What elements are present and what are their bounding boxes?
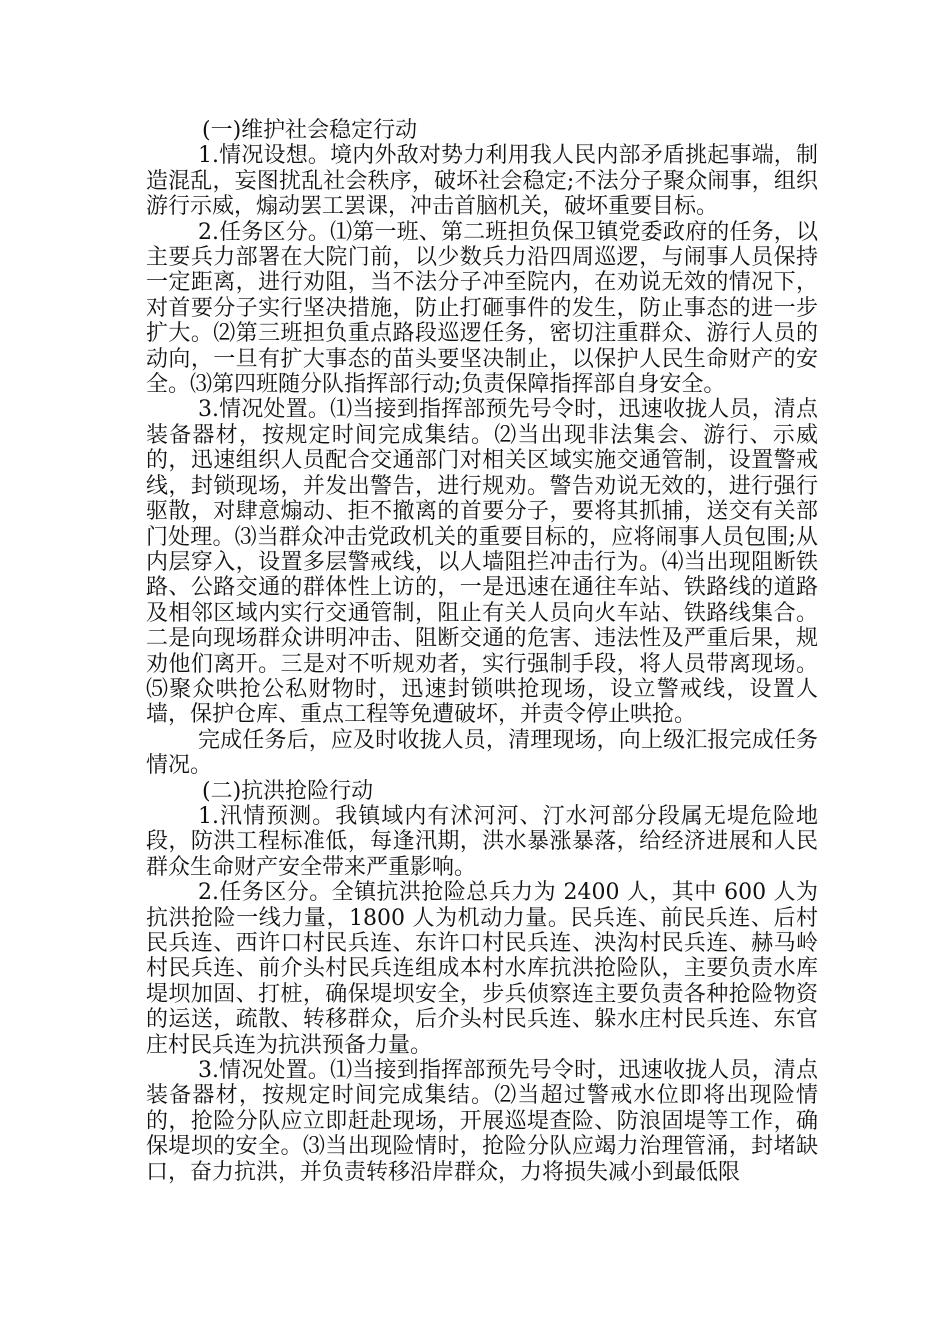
document-page xyxy=(146,118,818,1185)
paragraph-situation-assumption: 1.情况设想。境内外敌对势力利用我人民内部矛盾挑起事端，制造混乱，妄图扰乱社会秩序，破坏社会稳定;不法分子聚众闹事，组织游行示威，煽动罢工罢课，冲击首脑机关，破坏重要目标。 xyxy=(146,143,818,220)
paragraph-flood-task-division: 2.任务区分。全镇抗洪抢险总兵力为 2400 人，其中 600 人为抗洪抢险一线力量，1800 人为机动力量。民兵连、前民兵连、后村民兵连、西许口村民兵连、东许口村民兵连、泱沟村民兵连、赫马岭村民兵连、前介头村民兵连组成本村水库抗洪抢险队，主要负责水库堤坝加固、打桩，确保堤坝安全，步兵侦察连主要负责各种抢险物资的运送，疏散、转移群众，后介头村民兵连、躲水庄村民兵连、东官庄村民兵连为抗洪预备力量。 xyxy=(146,880,818,1058)
section-heading-1: (一)维护社会稳定行动 xyxy=(202,118,418,143)
paragraph-task-division: 2.任务区分。⑴第一班、第二班担负保卫镇党委政府的任务，以主要兵力部署在大院门前，以少数兵力沿四周巡逻，与闹事人员保持一定距离，进行劝阻，当不法分子冲至院内，在劝说无效的情况下，对首要分子实行坚决措施，防止打砸事件的发生，防止事态的进一步扩大。⑵第三班担负重点路段巡逻任务，密切注重群众、游行人员的动向，一旦有扩大事态的苗头要坚决制止，以保护人民生命财产的安全。⑶第四班随分队指挥部行动;负责保障指挥部自身安全。 xyxy=(146,219,818,398)
section-heading-2: (二)抗洪抢险行动 xyxy=(202,778,374,804)
paragraph-situation-handling: 3.情况处置。⑴当接到指挥部预先号令时，迅速收拢人员，清点装备器材，按规定时间完成集结。⑵当出现非法集会、游行、示威的，迅速组织人员配合交通部门对相关区域实施交通管制，设置警戒线，封锁现场，并发出警告，进行规劝。警告劝说无效的，进行强行驱散，对肆意煽动、拒不撤离的首要分子，要将其抓捕，送交有关部门处理。⑶当群众冲击党政机关的重要目标的，应将闹事人员包围;从内层穿入，设置多层警戒线，以人墙阻拦冲击行为。⑷当出现阻断铁路、公路交通的群体性上访的，一是迅速在通往车站、铁路线的道路及相邻区域内实行交通管制，阻止有关人员向火车站、铁路线集合。二是向现场群众讲明冲击、阻断交通的危害、违法性及严重后果，规劝他们离开。三是对不听规劝者，实行强制手段，将人员带离现场。⑸聚众哄抢公私财物时，迅速封锁哄抢现场，设立警戒线，设置人墙，保护仓库、重点工程等免遭破坏，并责令停止哄抢。 xyxy=(146,397,818,728)
paragraph-flood-handling: 3.情况处置。⑴当接到指挥部预先号令时，迅速收拢人员，清点装备器材，按规定时间完成集结。⑵当超过警戒水位即将出现险情的，抢险分队应立即赶赴现场，开展巡堤查险、防浪固堤等工作，确保堤坝的安全。⑶当出现险情时，抢险分队应竭力治理管涌，封堵缺口，奋力抗洪，并负责转移沿岸群众，力将损失减小到最低限 xyxy=(146,1058,818,1185)
paragraph-completion: 完成任务后，应及时收拢人员，清理现场，向上级汇报完成任务情况。 xyxy=(146,727,818,779)
paragraph-flood-forecast: 1.汛情预测。我镇域内有沭河河、汀水河部分段属无堤危险地段，防洪工程标准低，每逢汛期，洪水暴涨暴落，给经济进展和人民群众生命财产安全带来严重影响。 xyxy=(146,803,818,880)
